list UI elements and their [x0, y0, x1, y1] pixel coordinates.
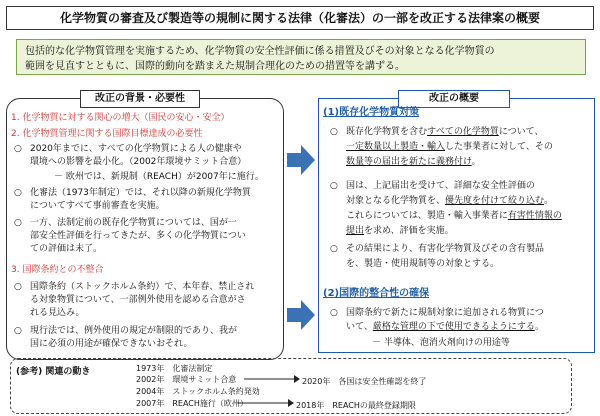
bullet-circle: ○ — [14, 282, 22, 292]
timeline-item: 2004年 ストックホルム条約発効 — [136, 387, 260, 396]
intro-box — [16, 39, 586, 75]
right-arrow-icon — [287, 145, 315, 175]
bullet-text: 2020年までに、すべての化学物質による人の健康や — [30, 144, 242, 154]
section-1-heading: 1. 化学物質に対する関心の増大（国民の安心・安全） — [11, 113, 230, 123]
measure-1-heading: (1)既存化学物質対策 — [323, 107, 420, 118]
bullet-text: ての評価は未了。 — [30, 244, 103, 254]
bullet-circle: ○ — [330, 308, 338, 318]
measure-2-heading: (2)国際的整合性の確保 — [323, 288, 430, 299]
bullet-circle: ○ — [14, 188, 22, 198]
summary-heading: 改正の概要 — [398, 90, 510, 108]
bullet-subtext: － 半導体、泡消火剤向けの用途等 — [372, 338, 510, 348]
bullet-text: その結果により、有害化学物質及びその含有製品 — [346, 244, 545, 254]
bullet-text: についてすべて事前審査を実施。 — [30, 201, 165, 211]
bullet-text: 現行法では、例外使用の規定が制限的であり、我が — [30, 326, 238, 336]
background-heading: 改正の背景・必要性 — [80, 90, 200, 108]
timeline-item: 2018年 REACHの最終登録期限 — [296, 401, 416, 410]
bullet-text: 提出を求め、評価を実施。 — [346, 226, 454, 236]
bullet-text: 国に必須の用途が確保できないおそれ。 — [30, 339, 193, 349]
bullet-text: 化審法（1973年制定）では、それ以降の新規化学物質 — [30, 188, 251, 198]
timeline-item: 1973年 化審法制定 — [136, 364, 213, 373]
timeline-arrow-icon — [244, 374, 300, 384]
bullet-text: 対象となる化学物質を、優先度を付けて絞り込む。 — [346, 196, 554, 206]
bullet-text: を、製造・使用規制等の対象とする。 — [346, 259, 500, 269]
bullet-text: 既存化学物質を含むすべての化学物質について、 — [346, 127, 544, 137]
section-2-heading: 2. 化学物質管理に関する国際目標達成の必要性 — [11, 129, 203, 139]
timeline-arrow-icon — [238, 398, 294, 408]
bullet-circle: ○ — [14, 218, 22, 228]
bullet-text: 国は、上記届出を受けて、詳細な安全性評価の — [346, 181, 535, 191]
bullet-text: る対象物質について、一部例外使用を認める合意がさ — [30, 295, 246, 305]
bullet-text: 部安全性評価を行ってきたが、多くの化学物質につい — [30, 231, 246, 241]
intro-line: 範囲を見直すとともに、国際的動向を踏まえた規制合理化のための措置等を講ずる。 — [25, 61, 405, 72]
section-3-heading: 3. 国際条約との不整合 — [11, 265, 104, 275]
bullet-circle: ○ — [330, 244, 338, 254]
bullet-text: 一定数量以上製造・輸入した事業者に対して、その — [346, 142, 553, 152]
bullet-text: これらについては、製造・輸入事業者に有害性情報の — [346, 211, 562, 221]
bullet-circle: ○ — [14, 326, 22, 336]
bullet-circle: ○ — [14, 144, 22, 154]
bullet-text: 環境への影響を最小化。（2002年環境サミット合意） — [30, 157, 247, 167]
bullet-text: 数量等の届出を新たに義務付け。 — [346, 157, 481, 167]
intro-line: 包括的な化学物質管理を実施するため、化学物質の安全性評価に係る措置及びその対象となる化学物質の — [25, 46, 495, 57]
bullet-text: れる見込み。 — [30, 308, 85, 318]
bullet-text: いて、厳格な管理の下で使用できるようにする。 — [346, 322, 544, 332]
timeline-item: 2007年 REACH施行（欧州） — [136, 399, 248, 408]
bullet-text: 国際条約（ストックホルム条約）で、本年春、禁止され — [30, 282, 255, 292]
page-title: 化学物質の審査及び製造等の規制に関する法律（化審法）の一部を改正する法律案の概要 — [6, 6, 594, 30]
timeline-item: 2020年 各国は安全性確認を終了 — [302, 377, 427, 386]
timeline-item: 2002年 環境サミット合意 — [136, 375, 237, 384]
bullet-text: 一方、法制定前の既存化学物質については、国が一 — [30, 218, 237, 228]
right-arrow-icon — [287, 300, 315, 330]
bullet-subtext: － 欧州では、新規制（REACH）が2007年に施行。 — [54, 172, 264, 182]
bullet-circle: ○ — [330, 181, 338, 191]
bullet-circle: ○ — [330, 127, 338, 137]
bullet-text: 国際条約で新たに規制対象に追加される物質につ — [346, 308, 544, 318]
reference-label: (参考) 関連の動き — [16, 367, 91, 377]
